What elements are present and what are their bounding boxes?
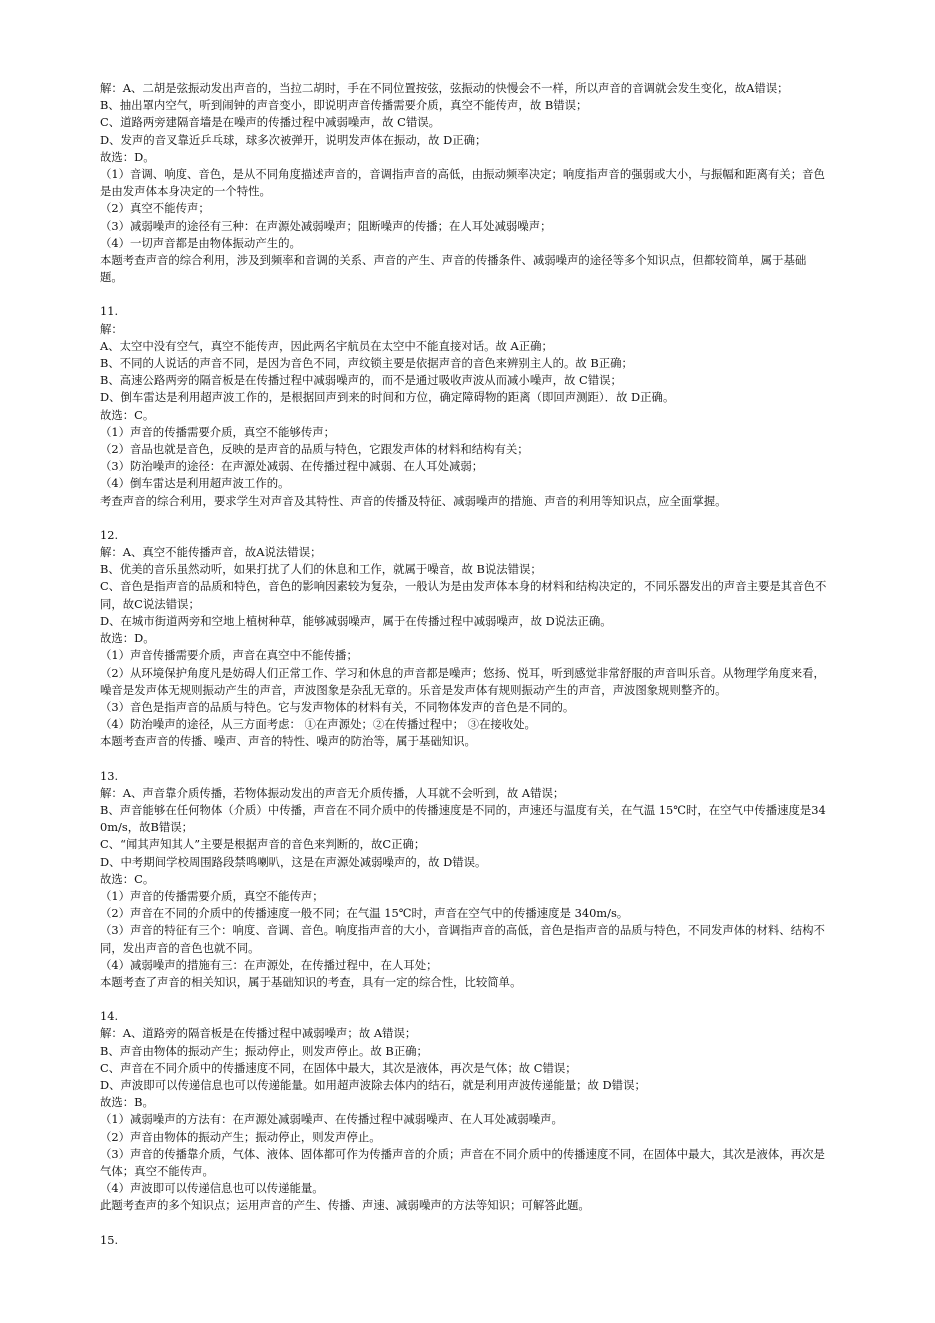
answer-block xyxy=(100,1008,828,1214)
answer-line: B、不同的人说话的声音不同，是因为音色不同，声纹锁主要是依据声音的音色来辨别主人的。故 B正确； xyxy=(100,356,633,371)
answer-document xyxy=(100,80,828,1249)
answer-line: 此题考查声的多个知识点；运用声音的产生、传播、声速、减弱噪声的方法等知识；可解答此题。 xyxy=(100,1198,590,1213)
answer-line: （3）防治噪声的途径：在声源处减弱、在传播过程中减弱、在人耳处减弱； xyxy=(100,459,484,474)
answer-block xyxy=(100,768,828,992)
answer-line: （1）声音传播需要介质，声音在真空中不能传播； xyxy=(100,648,358,663)
answer-line: （3）声音的传播靠介质，气体、液体、固体都可作为传播声音的介质；声音在不同介质中的传播速度不同，在固体中最大，其次是液体，再次是气体；真空不能传声。 xyxy=(100,1146,825,1178)
answer-block xyxy=(100,1232,828,1249)
answer-line: B、抽出罩内空气，听到闹钟的声音变小，即说明声音传播需要介质，真空不能传声，故 B错误； xyxy=(100,98,588,113)
answer-line: 解：A、道路旁的隔音板是在传播过程中减弱噪声；故 A错误； xyxy=(100,1026,417,1041)
answer-line: （3）音色是指声音的品质与特色。它与发声物体的材料有关，不同物体发声的音色是不同的。 xyxy=(100,699,575,714)
answer-line: 考查声音的综合利用，要求学生对声音及其特性、声音的传播及特征、减弱噪声的措施、声音的利用等知识点，应全面掌握。 xyxy=(100,493,727,508)
answer-line: 解： xyxy=(100,321,123,336)
answer-line: B、声音由物体的振动产生；振动停止，则发声停止。故 B正确； xyxy=(100,1043,428,1058)
answer-line: 11. xyxy=(100,304,119,319)
answer-block xyxy=(100,527,828,751)
answer-line: 故选：C。 xyxy=(100,871,155,886)
answer-line: （1）音调、响度、音色，是从不同角度描述声音的，音调指声音的高低，由振动频率决定；响度指声音的强弱或大小，与振幅和距离有关；音色是由发声体本身决定的一个特性。 xyxy=(100,167,825,199)
answer-line: （4）减弱噪声的措施有三：在声源处，在传播过程中，在人耳处； xyxy=(100,957,438,972)
answer-line: （4）声波即可以传递信息也可以传递能量。 xyxy=(100,1181,324,1196)
answer-line: 13. xyxy=(100,768,119,783)
answer-line: 12. xyxy=(100,527,119,542)
answer-block xyxy=(100,303,828,509)
answer-line: 本题考查声音的综合利用，涉及到频率和音调的关系、声音的产生、声音的传播条件、减弱噪声的途径等多个知识点，但都较简单，属于基础题。 xyxy=(100,253,807,285)
answer-line: 故选：D。 xyxy=(100,631,155,646)
answer-line: 解：A、真空不能传播声音，故A说法错误； xyxy=(100,545,322,560)
answer-line: 故选：C。 xyxy=(100,407,155,422)
answer-line: （4）防治噪声的途径，从三方面考虑： ①在声源处；②在传播过程中； ③在接收处。 xyxy=(100,717,536,732)
answer-line: （3）减弱噪声的途径有三种：在声源处减弱噪声；阻断噪声的传播；在人耳处减弱噪声； xyxy=(100,218,552,233)
answer-line: D、中考期间学校周围路段禁鸣喇叭，这是在声源处减弱噪声的，故 D错误。 xyxy=(100,854,487,869)
answer-line: （3）声音的特征有三个：响度、音调、音色。响度指声音的大小，音调指声音的高低，音色是指声音的品质与特色，不同发声体的材料、结构不同，发出声音的音色也就不同。 xyxy=(100,923,825,955)
answer-line: （1）声音的传播需要介质，真空不能够传声； xyxy=(100,424,336,439)
answer-line: D、倒车雷达是利用超声波工作的，是根据回声到来的时间和方位，确定障碍物的距离（即回声测距）．故 D正确。 xyxy=(100,390,675,405)
answer-line: （2）真空不能传声； xyxy=(100,201,210,216)
answer-line: B、优美的音乐虽然动听，如果打扰了人们的休息和工作，就属于噪音，故 B说法错误； xyxy=(100,562,542,577)
answer-line: 本题考查声音的传播、噪声、声音的特性、噪声的防治等，属于基础知识。 xyxy=(100,734,476,749)
answer-line: （4）一切声音都是由物体振动产生的。 xyxy=(100,235,301,250)
answer-line: （4）倒车雷达是利用超声波工作的。 xyxy=(100,476,290,491)
answer-line: （1）声音的传播需要介质，真空不能传声； xyxy=(100,888,324,903)
answer-line: C、道路两旁建隔音墙是在噪声的传播过程中减弱噪声，故 C错误。 xyxy=(100,115,440,130)
answer-line: D、发声的音叉靠近乒乓球，球多次被弹开，说明发声体在振动，故 D正确； xyxy=(100,132,487,147)
answer-line: A、太空中没有空气，真空不能传声，因此两名宇航员在太空中不能直接对话。故 A正确； xyxy=(100,338,553,353)
answer-line: 解：A、二胡是弦振动发出声音的，当拉二胡时，手在不同位置按弦，弦振动的快慢会不一样，所以声音的音调就会发生变化，故A错误； xyxy=(100,81,789,95)
answer-line: B、高速公路两旁的隔音板是在传播过程中减弱噪声的，而不是通过吸收声波从而减小噪声，故 C错误； xyxy=(100,373,622,388)
answer-line: D、在城市街道两旁和空地上植树种草，能够减弱噪声，属于在传播过程中减弱噪声，故 D说法正确。 xyxy=(100,613,612,628)
answer-line: 故选：B。 xyxy=(100,1095,154,1110)
answer-line: C、声音在不同介质中的传播速度不同，在固体中最大，其次是液体，再次是气体；故 C错误； xyxy=(100,1060,577,1075)
answer-line: （2）声音由物体的振动产生；振动停止，则发声停止。 xyxy=(100,1129,381,1144)
answer-line: D、声波即可以传递信息也可以传递能量。如用超声波除去体内的结石，就是利用声波传递能量；故 D错误； xyxy=(100,1077,646,1092)
answer-line: （1）减弱噪声的方法有：在声源处减弱噪声、在传播过程中减弱噪声、在人耳处减弱噪声。 xyxy=(100,1112,563,1127)
answer-line: （2）从环境保护角度凡是妨碍人们正常工作、学习和休息的声音都是噪声；悠扬、悦耳，听到感觉非常舒服的声音叫乐音。从物理学角度来看，噪音是发声体无规则振动产生的声音，声波图象是杂乱无章的。乐音是发声体有规则振动产生的声音，声波图象规则整齐的。 xyxy=(100,665,825,697)
answer-line: （2）音品也就是音色，反映的是声音的品质与特色，它跟发声体的材料和结构有关； xyxy=(100,442,529,457)
answer-line: B、声音能够在任何物体（介质）中传播，声音在不同介质中的传播速度是不同的，声速还与温度有关，在气温 15℃时，在空气中传播速度是340m/s，故B错误； xyxy=(100,802,826,835)
answer-block xyxy=(100,80,828,286)
answer-line: C、“闻其声知其人”主要是根据声音的音色来判断的，故C正确； xyxy=(100,837,426,852)
answer-line: （2）声音在不同的介质中的传播速度一般不同；在气温 15℃时，声音在空气中的传播速度是 340m/s。 xyxy=(100,906,629,921)
answer-line: 故选：D。 xyxy=(100,149,155,164)
answer-line: 15. xyxy=(100,1232,119,1247)
answer-line: C、音色是指声音的品质和特色，音色的影响因素较为复杂，一般认为是由发声体本身的材料和结构决定的，不同乐器发出的声音主要是其音色不同，故C说法错误； xyxy=(100,579,827,611)
answer-line: 本题考查了声音的相关知识，属于基础知识的考查，具有一定的综合性，比较简单。 xyxy=(100,974,522,989)
answer-line: 14. xyxy=(100,1009,119,1024)
answer-line: 解：A、声音靠介质传播，若物体振动发出的声音无介质传播，人耳就不会听到，故 A错误； xyxy=(100,785,565,800)
